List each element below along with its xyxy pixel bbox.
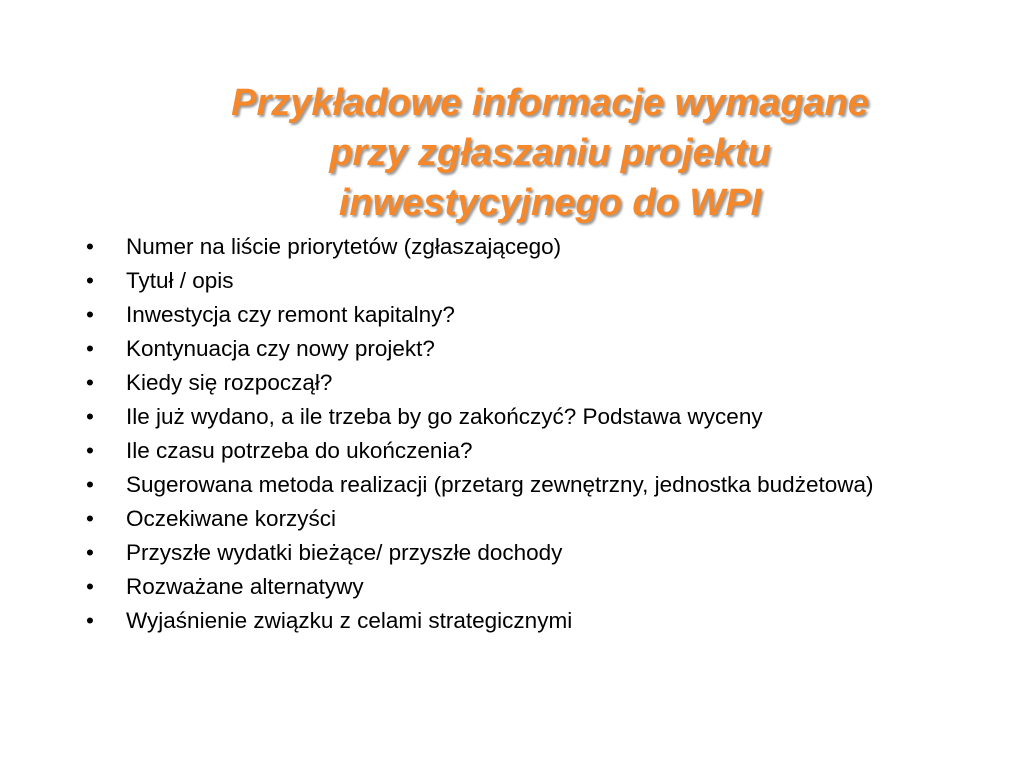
- bullet-icon: •: [86, 540, 94, 565]
- bullet-item: [86, 438, 986, 464]
- bullet-icon: •: [86, 370, 94, 395]
- bullet-item: [86, 472, 986, 498]
- bullet-text: Inwestycja czy remont kapitalny?: [126, 302, 455, 327]
- bullet-text: Wyjaśnienie związku z celami strategicznymi: [126, 608, 573, 633]
- bullet-icon: •: [86, 268, 94, 293]
- bullet-icon: •: [86, 472, 94, 497]
- bullet-icon: •: [86, 438, 94, 463]
- bullet-list: [86, 234, 986, 642]
- slide-title-line-2: przy zgłaszaniu projektu: [329, 132, 771, 174]
- bullet-item: [86, 506, 986, 532]
- bullet-icon: •: [86, 234, 94, 259]
- bullet-text: Kontynuacja czy nowy projekt?: [126, 336, 435, 361]
- bullet-text: Ile już wydano, a ile trzeba by go zakończyć? Podstawa wyceny: [126, 404, 763, 429]
- bullet-icon: •: [86, 574, 94, 599]
- bullet-text: Oczekiwane korzyści: [126, 506, 337, 531]
- bullet-text: Tytuł / opis: [126, 268, 234, 293]
- bullet-text: Ile czasu potrzeba do ukończenia?: [126, 438, 473, 463]
- bullet-text: Numer na liście priorytetów (zgłaszającego): [126, 234, 562, 259]
- slide-title-line-3: inwestycyjnego do WPI: [338, 182, 762, 224]
- bullet-icon: •: [86, 302, 94, 327]
- bullet-item: [86, 404, 986, 430]
- bullet-text: Sugerowana metoda realizacji (przetarg zewnętrzny, jednostka budżetowa): [126, 472, 874, 497]
- bullet-item: [86, 302, 986, 328]
- bullet-item: [86, 234, 986, 260]
- bullet-item: [86, 268, 986, 294]
- bullet-item: [86, 370, 986, 396]
- bullet-text: Rozważane alternatywy: [126, 574, 364, 599]
- bullet-text: Kiedy się rozpoczął?: [126, 370, 333, 395]
- bullet-icon: •: [86, 608, 94, 633]
- bullet-text: Przyszłe wydatki bieżące/ przyszłe dochody: [126, 540, 563, 565]
- bullet-item: [86, 540, 986, 566]
- bullet-item: [86, 336, 986, 362]
- bullet-item: [86, 608, 986, 634]
- slide-title-line-1: Przykładowe informacje wymagane: [231, 82, 869, 124]
- bullet-icon: •: [86, 506, 94, 531]
- slide-title: [140, 78, 960, 228]
- bullet-item: [86, 574, 986, 600]
- bullet-icon: •: [86, 336, 94, 361]
- bullet-icon: •: [86, 404, 94, 429]
